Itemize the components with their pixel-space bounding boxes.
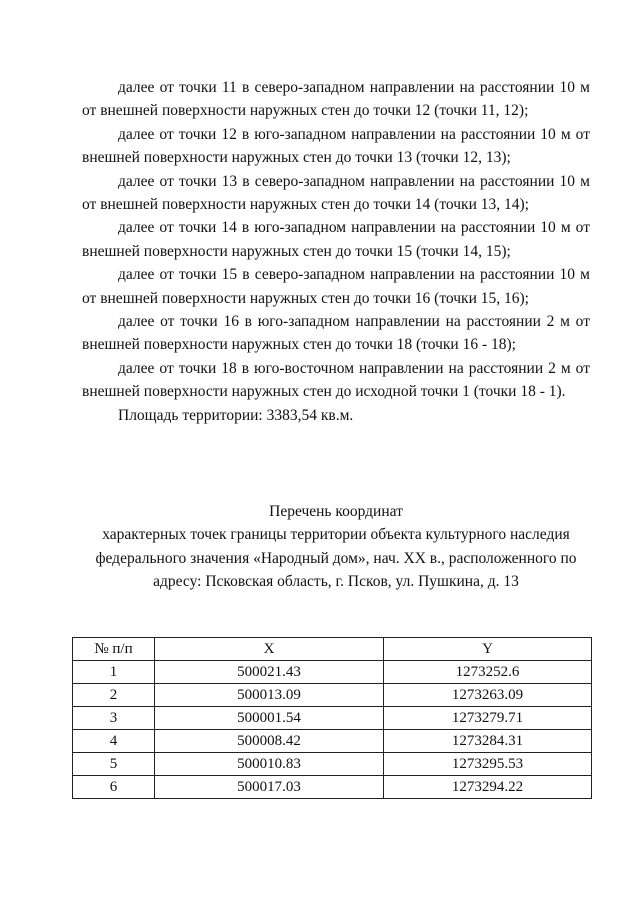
table-row [73, 684, 592, 707]
boundary-paragraph: далее от точки 18 в юго-восточном направлении на расстоянии 2 м от внешней поверхности наружных стен до исходной точки 1 (точки 18 - 1). [82, 359, 590, 401]
boundary-paragraph: далее от точки 15 в северо-западном направлении на расстоянии 10 м от внешней поверхности наружных стен до точки 16 (точки 15, 16); [82, 266, 590, 307]
cell-x: 500013.09 [155, 684, 384, 707]
cell-y: 1273252.6 [384, 661, 592, 684]
boundary-paragraph: далее от точки 11 в северо-западном направлении на расстоянии 10 м от внешней поверхности наружных стен до точки 12 (точки 11, 12); [82, 79, 590, 120]
header-y: Y [384, 638, 592, 661]
territory-area: Площадь территории: 3383,54 кв.м. [118, 406, 354, 424]
cell-number: 1 [73, 661, 155, 684]
table-row [73, 730, 592, 753]
table-row [73, 776, 592, 799]
header-number: № п/п [73, 638, 155, 661]
cell-x: 500010.83 [155, 753, 384, 776]
boundary-paragraph: далее от точки 13 в северо-западном направлении на расстоянии 10 м от внешней поверхности наружных стен до точки 14 (точки 13, 14); [82, 172, 590, 214]
heading-line: характерных точек границы территории объекта культурного наследия [102, 526, 570, 544]
boundary-paragraph: далее от точки 16 в юго-западном направлении на расстоянии 2 м от внешней поверхности наружных стен до точки 18 (точки 16 - 18); [82, 313, 590, 354]
table-row [73, 753, 592, 776]
cell-x: 500017.03 [155, 776, 384, 799]
heading-line: адресу: Псковская область, г. Псков, ул. Пушкина, д. 13 [153, 573, 519, 591]
header-x: X [155, 638, 384, 661]
heading-line: Перечень координат [269, 503, 403, 520]
cell-number: 4 [73, 730, 155, 753]
boundary-description [82, 76, 590, 427]
cell-y: 1273263.09 [384, 684, 592, 707]
cell-y: 1273294.22 [384, 776, 592, 799]
table-row [73, 661, 592, 684]
boundary-paragraph: далее от точки 14 в юго-западном направлении на расстоянии 10 м от внешней поверхности наружных стен до точки 15 (точки 14, 15); [82, 219, 590, 260]
boundary-paragraph: далее от точки 12 в юго-западном направлении на расстоянии 10 м от внешней поверхности наружных стен до точки 13 (точки 12, 13); [82, 125, 590, 167]
heading-line: федерального значения «Народный дом», нач. XX в., расположенного по [95, 549, 577, 567]
table-header-row [73, 638, 592, 661]
cell-y: 1273295.53 [384, 753, 592, 776]
table-row [73, 707, 592, 730]
coordinates-heading [82, 500, 590, 594]
cell-y: 1273279.71 [384, 707, 592, 730]
cell-x: 500021.43 [155, 661, 384, 684]
cell-number: 2 [73, 684, 155, 707]
cell-number: 5 [73, 753, 155, 776]
cell-x: 500008.42 [155, 730, 384, 753]
cell-number: 3 [73, 707, 155, 730]
cell-y: 1273284.31 [384, 730, 592, 753]
coordinates-table [72, 637, 592, 799]
cell-x: 500001.54 [155, 707, 384, 730]
cell-number: 6 [73, 776, 155, 799]
